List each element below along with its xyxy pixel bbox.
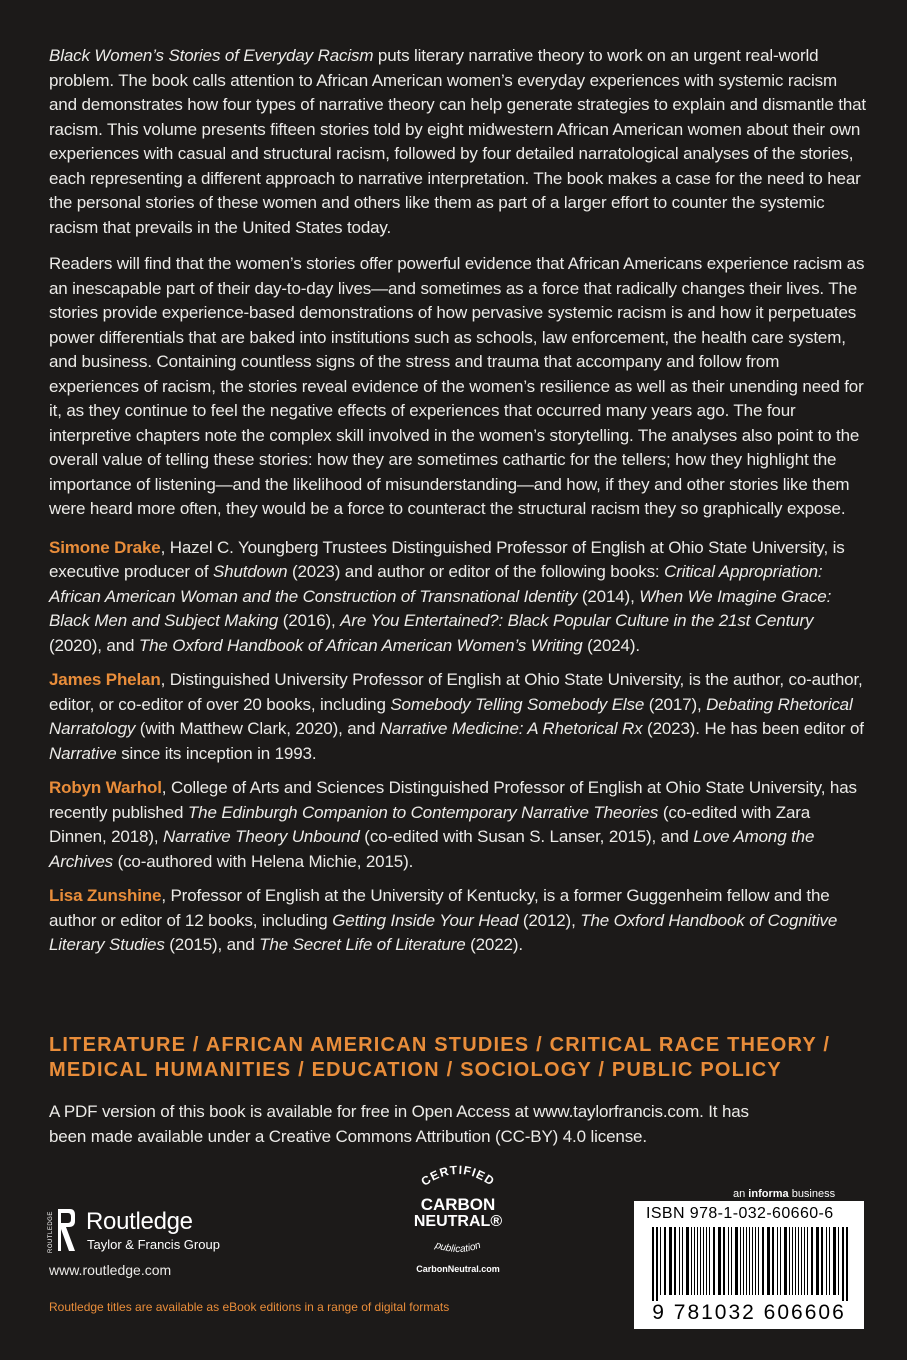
isbn-digits: 9 781032 606606: [652, 1301, 846, 1324]
publisher-brand: Routledge: [86, 1208, 193, 1235]
isbn-text: ISBN 978-1-032-60660-6: [646, 1205, 834, 1222]
author-name: Robyn Warhol: [49, 778, 162, 797]
bio-james-phelan: James Phelan, Distinguished University Professor of English at Ohio State University, is the author, co-author, editor, or co-editor of over 20 books, including Somebody Telling Somebody Else (2017), Debating Rhetorical Narratology (with Matthew Clark, 2020), and Narrative Medicine: A Rhetorical Rx (2023). He has been editor of Narrative since its inception in 1993.: [49, 670, 864, 763]
author-name: James Phelan: [49, 670, 161, 689]
author-bios: [49, 536, 869, 958]
carbon-certified-text: CERTIFIED: [418, 1162, 498, 1189]
back-cover-text: [49, 44, 869, 968]
publisher-url: www.routledge.com: [49, 1262, 172, 1278]
isbn-barcode: [634, 1201, 864, 1329]
author-name: Lisa Zunshine: [49, 886, 162, 905]
blurb-paragraph-2: Readers will find that the women’s stories offer powerful evidence that African Americans experience racism as an inescapable part of their day-to-day lives—and sometimes as a force that radically changes their lives. The stories provide experience-based demonstrations of how pervasive systemic racism is and how it perpetuates power differentials that are baked into institutions such as schools, law enforcement, the health care system, and business. Containing countless signs of the stress and trauma that accompany and follow from experiences of racism, the stories reveal evidence of the women’s resilience as well as their unending need for it, as they continue to feel the negative effects of experiences that occurred many years ago. The four interpretive chapters note the complex skill involved in the women’s storytelling. The analyses also point to the overall value of telling these stories: how they are sometimes cathartic for the tellers; how they highlight the importance of listening—and the likelihood of misunderstanding—and how, if they and other stories like them were heard more often, they would be a force to counteract the structural racism they so graphically expose.: [49, 254, 865, 518]
publisher-group: Taylor & Francis Group: [87, 1237, 220, 1252]
subject-line-1: LITERATURE / AFRICAN AMERICAN STUDIES / CRITICAL RACE THEORY /: [49, 1034, 831, 1056]
bio-simone-drake: Simone Drake, Hazel C. Youngberg Trustees Distinguished Professor of English at Ohio State University, is executive producer of Shutdown (2023) and author or editor of the following books: Critical Appropriation: African American Woman and the Construction of Transnational Identity (2014), When We Imagine Grace: Black Men and Subject Making (2016), Are You Entertained?: Black Popular Culture in the 21st Century (2020), and The Oxford Handbook of African American Women’s Writing (2024).: [49, 537, 845, 655]
carbon-publication-text: publication: [433, 1239, 483, 1256]
blurb: [49, 44, 869, 522]
bio-lisa-zunshine: Lisa Zunshine, Professor of English at the University of Kentucky, is a former Guggenheim fellow and the author or editor of 12 books, including Getting Inside Your Head (2012), The Oxford Handbook of Cognitive Literary Studies (2015), and The Secret Life of Literature (2022).: [49, 886, 838, 954]
blurb-paragraph-1: Black Women’s Stories of Everyday Racism puts literary narrative theory to work on an urgent real-world problem. The book calls attention to African American women’s everyday experiences with systemic racism and demonstrates how four types of narrative theory can help generate strategies to explain and dismantle that racism. This volume presents fifteen stories told by eight midwestern African American women about their own experiences with casual and structural racism, followed by four detailed narratological analyses of the stories, each representing a different approach to narrative interpretation. The book makes a case for the need to hear the personal stories of these women and others like them as part of a larger effort to counter the systemic racism that prevails in the United States today.: [49, 46, 866, 237]
informa-business: an informa business: [733, 1188, 836, 1200]
carbon-line-2: NEUTRAL®: [413, 1213, 503, 1230]
carbon-line-1: CARBON: [420, 1195, 496, 1214]
open-access-note: A PDF version of this book is available for free in Open Access at www.taylorfrancis.com. It has been made available under a Creative Commons Attribution (CC-BY) 4.0 license.: [49, 1102, 749, 1146]
subject-categories: [49, 1033, 869, 1082]
carbon-url: CarbonNeutral.com: [416, 1264, 500, 1274]
ebook-note: Routledge titles are available as eBook editions in a range of digital formats: [49, 1300, 450, 1314]
author-name: Simone Drake: [49, 537, 161, 557]
routledge-mark-icon: [46, 1205, 76, 1257]
subject-line-2: MEDICAL HUMANITIES / EDUCATION / SOCIOLOGY / PUBLIC POLICY: [49, 1058, 782, 1081]
carbon-neutral-badge-icon: [398, 1160, 518, 1280]
bio-robyn-warhol: Robyn Warhol, College of Arts and Sciences Distinguished Professor of English at Ohio State University, has recently published The Edinburgh Companion to Contemporary Narrative Theories (co-edited with Zara Dinnen, 2018), Narrative Theory Unbound (co-edited with Susan S. Lanser, 2015), and Love Among the Archives (co-authored with Helena Michie, 2015).: [49, 778, 857, 871]
book-title: Black Women’s Stories of Everyday Racism: [49, 46, 374, 65]
routledge-vertical-text: ROUTLEDGE: [48, 1211, 54, 1253]
routledge-logo: [46, 1205, 246, 1257]
